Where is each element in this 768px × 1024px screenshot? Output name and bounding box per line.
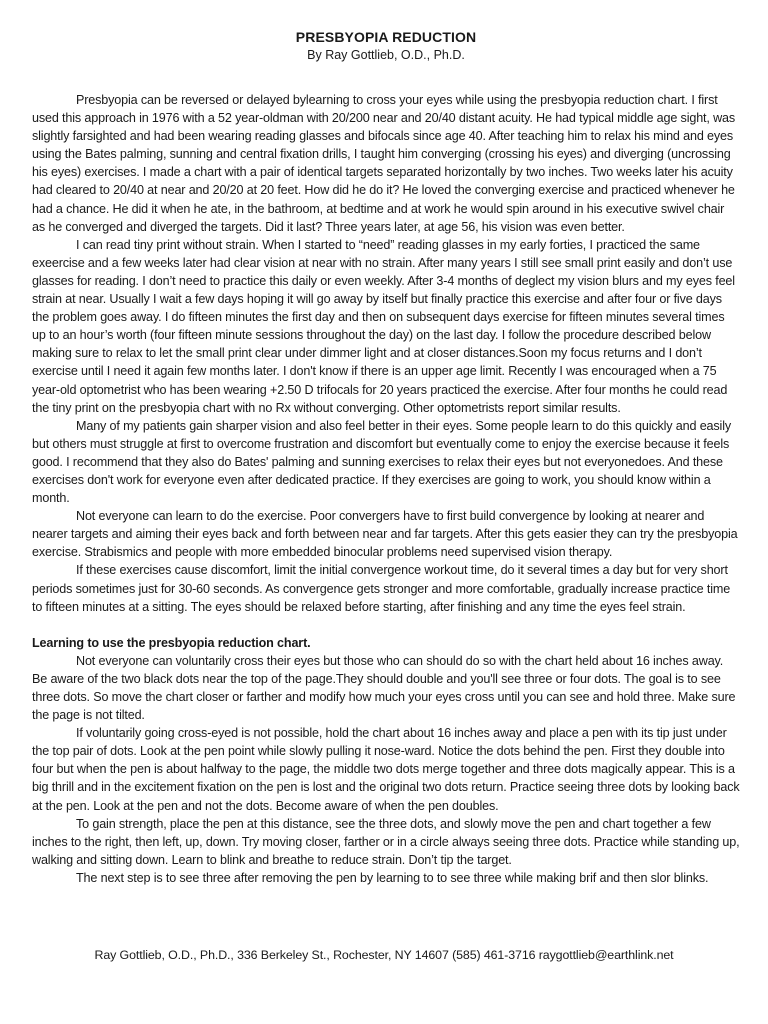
contact-footer: Ray Gottlieb, O.D., Ph.D., 336 Berkeley St., Rochester, NY 14607 (585) 461-3716 raygottlieb@earthlink.net	[94, 948, 674, 962]
main-text	[32, 91, 740, 887]
paragraph-patients: Many of my patients gain sharper vision and also feel better in their eyes. Some people learn to do this quickly and easily but others must struggle at first to overcome frustration and discomfort but eventually come to enjoy the exercise because it feels good. I recommend that they also do Bates' palming and sunning exercises to relax their eyes but not everyonedoes. And these exercises don't work for everyone even after dedicated practice. If they exercises are going to work, you should know within a month.	[32, 418, 731, 506]
paragraph-intro: Presbyopia can be reversed or delayed bylearning to cross your eyes while using the presbyopia reduction chart. I first used this approach in 1976 with a 52 year-oldman with 20/200 near and 20/40 distant acuity. He had typical middle age sight, was slightly farsighted and had been wearing reading glasses and bifocals since age 40. After teaching him to relax his mind and eyes using the Bates palming, sunning and central fixation drills, I taught him converging (crossing his eyes) and diverging (uncrossing his eyes) exercises. I made a chart with a pair of identical targets separated horizontally by two inches. Two weeks later his acuity had cleared to 20/40 at near and 20/20 at 20 feet. How did he do it? He loved the converging exercise and practiced whenever he had a chance. He did it when he ate, in the bathroom, at bedtime and at work he would spin around in his executive swivel chair as he converged and diverged the targets. Did it last? Three years later, at age 56, his vision was even better.	[32, 93, 736, 234]
section-heading: Learning to use the presbyopia reduction chart.	[32, 635, 311, 650]
document-body	[32, 28, 740, 887]
paragraph-next-step: The next step is to see three after removing the pen by learning to to see three while making brif and then slor blinks.	[76, 870, 709, 885]
paragraph-voluntary-crossing: Not everyone can voluntarily cross their eyes but those who can should do so with the chart held about 16 inches away. Be aware of the two black dots near the top of the page.They should double and you'll see three or four dots. The goal is to see three dots. So move the chart closer or farther and modify how much your eyes cross until you can see and hold three. Make sure the page is not tilted.	[32, 653, 736, 723]
paragraph-pen-method: If voluntarily going cross-eyed is not possible, hold the chart about 16 inches away and place a pen with its tip just under the top pair of dots. Look at the pen point while slowly pulling it nose-ward. Notice the dots behind the pen. First they double into four but when the pen is about halfway to the page, the middle two dots merge together and three dots magically appear. This is a big thrill and in the excitement fixation on the pen is lost and the original two dots return. Practice seeing three dots by looking back at the pen. Look at the pen and not the dots. Become aware of when the pen doubles.	[32, 726, 740, 813]
author-byline: By Ray Gottlieb, O.D., Ph.D.	[307, 48, 465, 62]
paragraph-convergers: Not everyone can learn to do the exercise. Poor convergers have to first build convergence by looking at nearer and nearer targets and aiming their eyes back and forth between near and far targets. After this gets easier they can try the presbyopia exercise. Strabismics and people with more embedded binocular problems need supervised vision therapy.	[32, 509, 738, 560]
paragraph-personal-experience: I can read tiny print without strain. When I started to “need” reading glasses in my early forties, I practiced the same exeercise and a few weeks later had clear vision at near with no strain. After many years I still see small print easily and don’t use glasses for reading. I don’t need to practice this daily or even weekly. After 3-4 months of deglect my vision blurs and my eyes feel strain at near. Usually I wait a few days hoping it will go away by itself but finally practice this exercise and after four or five days the problem goes away. I do fifteen minutes the first day and then on subsequent days exercise for fifteen minutes several times up to an hour’s worth (four fifteen minute sessions throughout the day) on the last day. I follow the procedure described below making sure to relax to let the small print clear under dimmer light and at closer distances.Soon my focus returns and I don’t exercise until I need it again few months later. I don't know if there is an upper age limit. Recently I was encouraged when a 75 year-old optometrist who has been wearing +2.50 D trifocals for 20 years practiced the exercise. After four months he could read the tiny print on the presbyopia chart with no Rx without converging. Other optometrists report similar results.	[32, 237, 735, 415]
paragraph-discomfort: If these exercises cause discomfort, limit the initial convergence workout time, do it several times a day but for very short periods sometimes just for 30-60 seconds. As convergence gets stronger and more comfortable, gradually increase practice time to fifteen minutes at a sitting. The eyes should be relaxed before starting, after finishing and any time the eyes feel strain.	[32, 563, 731, 614]
document-title: PRESBYOPIA REDUCTION	[295, 29, 477, 45]
paragraph-gain-strength: To gain strength, place the pen at this distance, see the three dots, and slowly move the pen and chart together a few inches to the right, then left, up, down. Try moving closer, farther or in a circle always seeing three dots. Practice while standing up, walking and sitting down. Learn to blink and breathe to reduce strain. Don’t tip the target.	[32, 816, 740, 867]
